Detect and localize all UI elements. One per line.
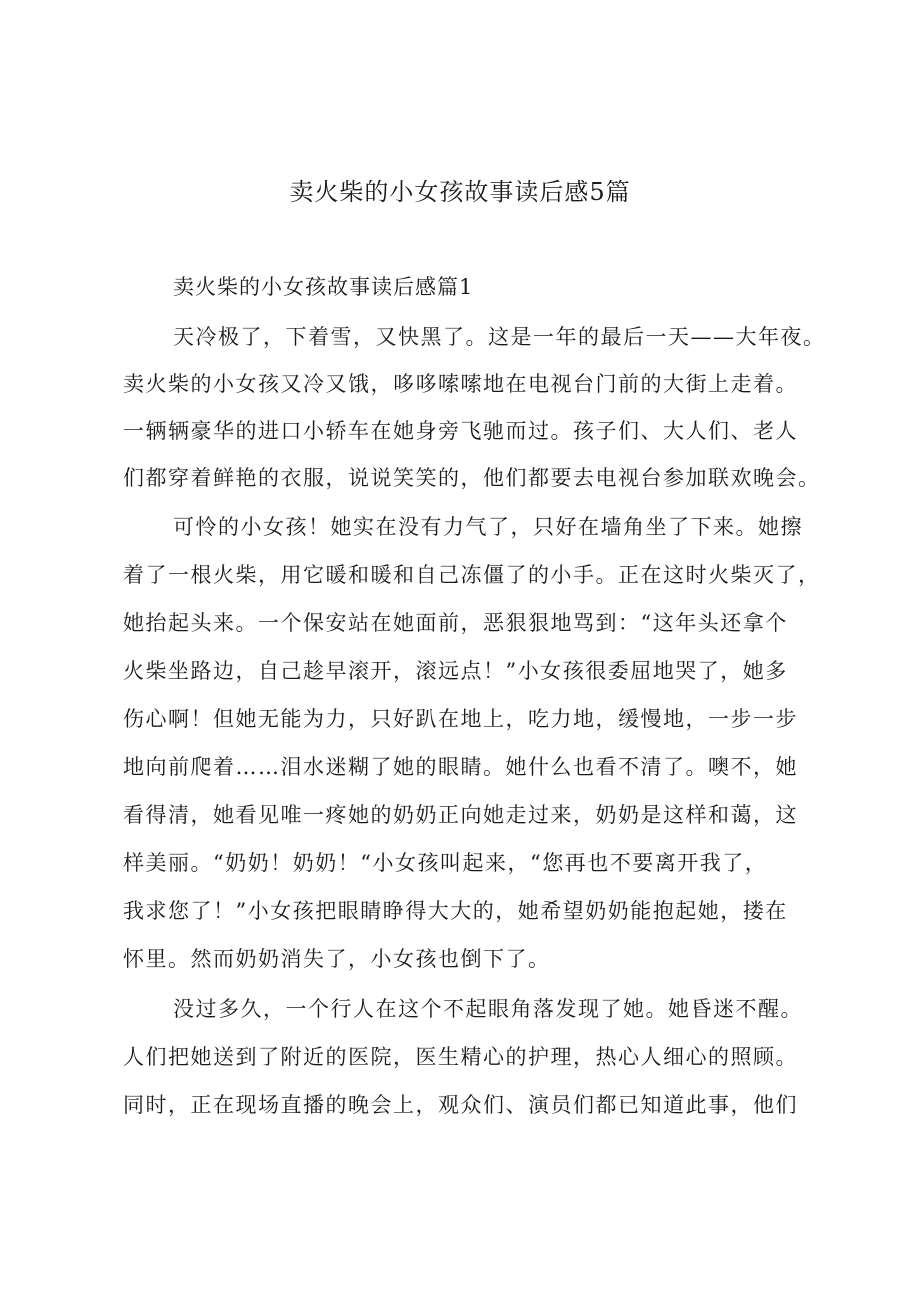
paragraph-line: 可怜的小女孩！她实在没有力气了，只好在墙角坐了下来。她擦 bbox=[173, 515, 803, 539]
paragraph-line: 地向前爬着……泪水迷糊了她的眼睛。她什么也看不清了。噢不，她 bbox=[123, 755, 798, 779]
paragraph-line: 没过多久，一个行人在这个不起眼角落发现了她。她昏迷不醒。 bbox=[173, 997, 803, 1021]
paragraph-line: 人们把她送到了附近的医院，医生精心的护理，热心人细心的照顾。 bbox=[123, 1045, 798, 1069]
paragraph-line: 们都穿着鲜艳的衣服，说说笑笑的，他们都要去电视台参加联欢晚会。 bbox=[123, 466, 821, 490]
paragraph-line: 怀里。然而奶奶消失了，小女孩也倒下了。 bbox=[123, 947, 551, 971]
paragraph-line: 看得清，她看见唯一疼她的奶奶正向她走过来，奶奶是这样和蔼，这 bbox=[123, 803, 798, 827]
paragraph-line: 我求您了！”小女孩把眼睛睁得大大的，她希望奶奶能抱起她，搂在 bbox=[123, 899, 788, 923]
paragraph-line: 着了一根火柴，用它暖和暖和自己冻僵了的小手。正在这时火柴灭了， bbox=[123, 563, 821, 587]
paragraph-line: 她抬起头来。一个保安站在她面前，恶狠狠地骂到：“这年头还拿个 bbox=[123, 611, 788, 635]
paragraph-line: 火柴坐路边，自己趁早滚开，滚远点！”小女孩很委屈地哭了，她多 bbox=[123, 659, 788, 683]
paragraph-line: 天冷极了，下着雪，又快黑了。这是一年的最后一天——大年夜。 bbox=[173, 325, 826, 349]
paragraph-line: 伤心啊！但她无能为力，只好趴在地上，吃力地，缓慢地，一步一步 bbox=[123, 707, 798, 731]
paragraph-line: 同时，正在现场直播的晚会上，观众们、演员们都已知道此事，他们 bbox=[123, 1093, 798, 1117]
paragraph-line: 一辆辆豪华的进口小轿车在她身旁飞驰而过。孩子们、大人们、老人 bbox=[123, 419, 798, 443]
paragraph-line: 卖火柴的小女孩又冷又饿，哆哆嗦嗦地在电视台门前的大街上走着。 bbox=[123, 372, 798, 396]
paragraph-line: 样美丽。“奶奶！奶奶！“小女孩叫起来，“您再也不要离开我了， bbox=[123, 851, 768, 875]
section-heading: 卖火柴的小女孩故事读后感篇1 bbox=[173, 275, 474, 299]
document-title: 卖火柴的小女孩故事读后感5篇 bbox=[289, 178, 631, 206]
